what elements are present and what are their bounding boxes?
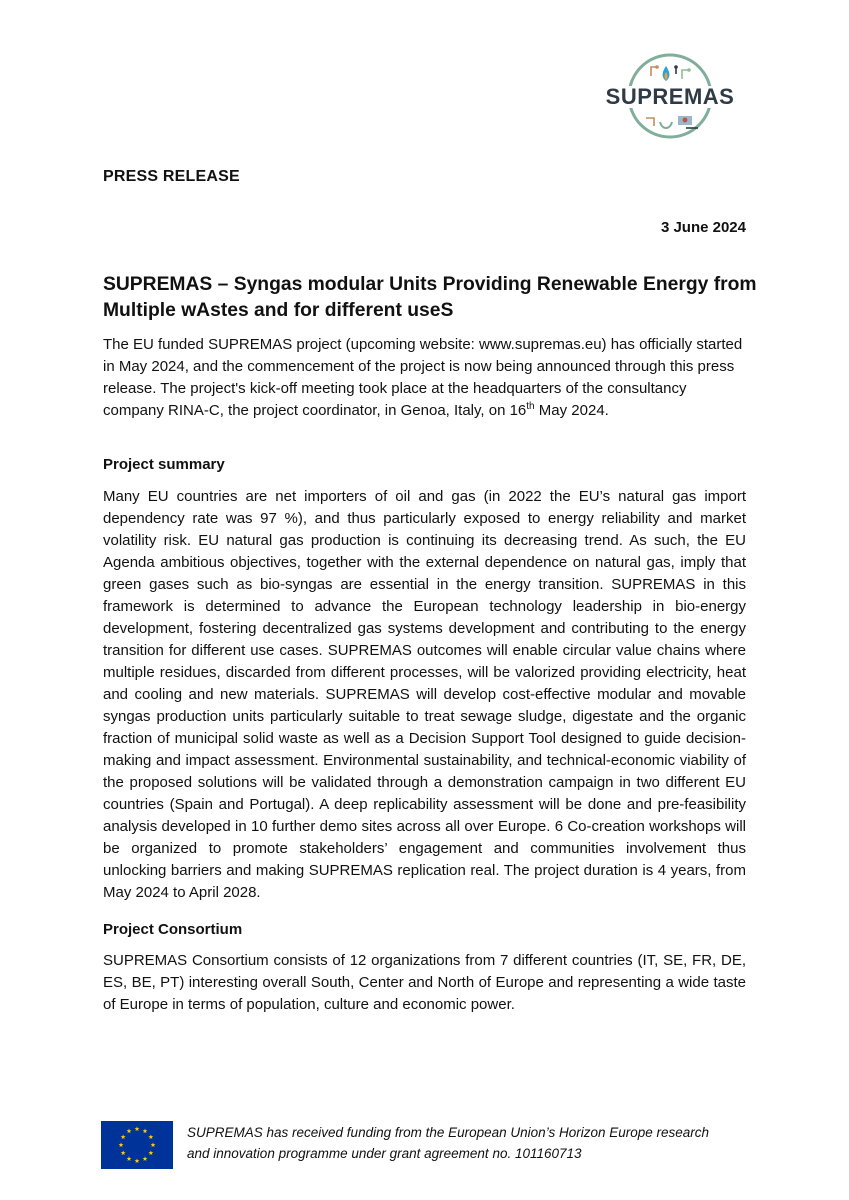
consortium-paragraph: SUPREMAS Consortium consists of 12 organizations from 7 different countries (IT, SE, FR, DE, ES, BE, PT) interesting overall South, Center and North of Europe and representing a wide taste of Europe in terms of population, culture and economic power. xyxy=(103,952,746,1013)
funding-line-2: and innovation programme under grant agreement no. 101160713 xyxy=(187,1146,582,1161)
logo-text: SUPREMAS xyxy=(605,84,735,109)
summary-paragraph: Many EU countries are net importers of oil and gas (in 2022 the EU’s natural gas import dependency rate was 97 %), and thus particularly exposed to energy reliability and market volatility risk. EU natural gas production is continuing its decreasing trend. As such, the EU Agenda ambitious objectives, together with the external dependence on natural gas, imply that green gases such as bio-syngas are essential in the energy transition. SUPREMAS in this framework is determined to advance the European technology leadership in bio-energy development, fostering decentralized gas systems development and contributing to the energy transition for different use cases. SUPREMAS outcomes will enable circular value chains where multiple residues, discarded from different processes, will be valorized providing electricity, heat and cooling and new materials. SUPREMAS will develop cost-effective modular and movable syngas production units particularly suitable to treat sewage sludge, digestate and the organic fraction of municipal solid waste as well as a Decision Support Tool designed to guide decision-making and impact assessment. Environmental sustainability, and technical-economic viability of the proposed solutions will be validated through a demonstration campaign in two different EU countries (Spain and Portugal). A deep replicability assessment will be done and pre-feasibility analysis developed in 10 further demo sites across all over Europe. 6 Co-creation workshops will be organized to promote stakeholders’ engagement and communities involvement thus unlocking barriers and making SUPREMAS replication real. The project duration is 4 years, from May 2024 to April 2028. xyxy=(103,488,746,901)
intro-text-end: May 2024. xyxy=(534,402,609,419)
press-release-label: PRESS RELEASE xyxy=(103,168,240,185)
intro-paragraph xyxy=(103,334,746,422)
intro-superscript: th xyxy=(526,401,535,412)
document-title: SUPREMAS – Syngas modular Units Providing Renewable Energy from Multiple wAstes and for different useS xyxy=(103,274,757,321)
funding-notice xyxy=(101,1120,781,1172)
eu-flag-icon xyxy=(101,1121,173,1169)
supremas-logo xyxy=(596,52,744,140)
intro-text: The EU funded SUPREMAS project (upcoming website: www.supremas.eu) has officially started in May 2024, and the commencement of the project is now being announced through this press release. The project's kick-off meeting took place at the headquarters of the consultancy company RINA-C, the project coordinator, in Genoa, Italy, on 16 xyxy=(103,336,743,419)
funding-text xyxy=(187,1122,747,1164)
funding-line-1: SUPREMAS has received funding from the European Union’s Horizon Europe research xyxy=(187,1125,710,1140)
summary-heading: Project summary xyxy=(103,456,225,473)
release-date: 3 June 2024 xyxy=(660,219,746,236)
consortium-heading: Project Consortium xyxy=(103,921,243,938)
supremas-logo-graphic xyxy=(596,52,744,140)
